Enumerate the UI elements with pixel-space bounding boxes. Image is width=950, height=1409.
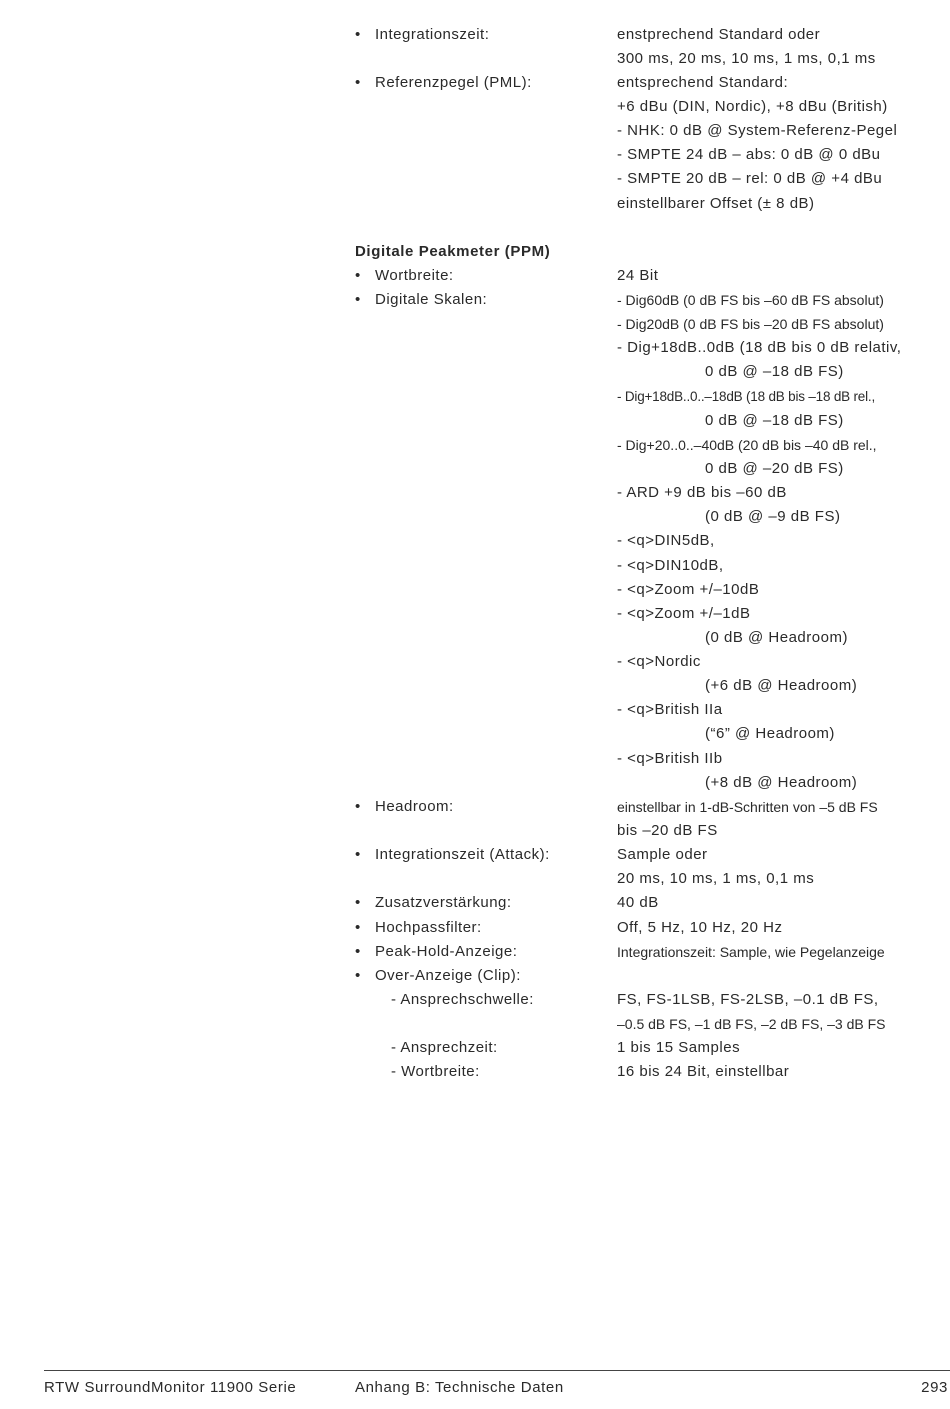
scale-item-note: (0 dB @ Headroom) bbox=[705, 629, 848, 646]
spec-value: –0.5 dB FS, –1 dB FS, –2 dB FS, –3 dB FS bbox=[617, 1016, 886, 1032]
spec-value: - SMPTE 20 dB – rel: 0 dB @ +4 dBu bbox=[617, 170, 883, 187]
scale-item: - <q>Nordic bbox=[617, 653, 701, 670]
scale-item-note: (0 dB @ –9 dB FS) bbox=[705, 508, 841, 525]
spec-label: Referenzpegel (PML): bbox=[375, 74, 532, 91]
scale-item: - <q>DIN5dB, bbox=[617, 532, 715, 549]
spec-label: Zusatzverstärkung: bbox=[375, 894, 512, 911]
spec-value: 40 dB bbox=[617, 894, 659, 911]
spec-value: +6 dBu (DIN, Nordic), +8 dBu (British) bbox=[617, 98, 888, 115]
spec-label: Wortbreite: bbox=[375, 267, 454, 284]
spec-value: FS, FS-1LSB, FS-2LSB, –0.1 dB FS, bbox=[617, 991, 879, 1008]
bullet: • bbox=[355, 267, 361, 284]
spec-sublabel: - Wortbreite: bbox=[391, 1063, 480, 1080]
scale-item: - Dig+18dB..0dB (18 dB bis 0 dB relativ, bbox=[617, 339, 902, 356]
spec-value: 16 bis 24 Bit, einstellbar bbox=[617, 1063, 790, 1080]
spec-value: enstprechend Standard oder bbox=[617, 26, 821, 43]
bullet: • bbox=[355, 26, 361, 43]
spec-value: Sample oder bbox=[617, 846, 708, 863]
page-number: 293 bbox=[921, 1379, 948, 1396]
spec-label: Over-Anzeige (Clip): bbox=[375, 967, 521, 984]
scale-item: - Dig+20..0..–40dB (20 dB bis –40 dB rel., bbox=[617, 437, 877, 453]
footer-divider bbox=[44, 1370, 950, 1371]
scale-item: - <q>DIN10dB, bbox=[617, 557, 724, 574]
scale-item: - Dig+18dB..0..–18dB (18 dB bis –18 dB rel., bbox=[617, 389, 875, 404]
spec-label: Hochpassfilter: bbox=[375, 919, 482, 936]
section-heading: Digitale Peakmeter (PPM) bbox=[355, 243, 551, 260]
scale-item: - <q>British IIa bbox=[617, 701, 723, 718]
spec-value: Integrationszeit: Sample, wie Pegelanzeige bbox=[617, 944, 885, 960]
spec-value: Off, 5 Hz, 10 Hz, 20 Hz bbox=[617, 919, 783, 936]
bullet: • bbox=[355, 894, 361, 911]
spec-value: 24 Bit bbox=[617, 267, 659, 284]
spec-sublabel: - Ansprechzeit: bbox=[391, 1039, 498, 1056]
scale-item: - <q>British IIb bbox=[617, 750, 723, 767]
scale-item-note: 0 dB @ –20 dB FS) bbox=[705, 460, 844, 477]
scale-item: - Dig60dB (0 dB FS bis –60 dB FS absolut) bbox=[617, 292, 884, 308]
spec-value: einstellbarer Offset (± 8 dB) bbox=[617, 195, 815, 212]
spec-label: Digitale Skalen: bbox=[375, 291, 488, 308]
scale-item-note: 0 dB @ –18 dB FS) bbox=[705, 412, 844, 429]
bullet: • bbox=[355, 846, 361, 863]
scale-item: - <q>Zoom +/–10dB bbox=[617, 581, 760, 598]
bullet: • bbox=[355, 967, 361, 984]
bullet: • bbox=[355, 74, 361, 91]
spec-value: einstellbar in 1-dB-Schritten von –5 dB FS bbox=[617, 799, 878, 815]
footer-chapter: Anhang B: Technische Daten bbox=[355, 1379, 564, 1396]
spec-label: Peak-Hold-Anzeige: bbox=[375, 943, 518, 960]
spec-label: Integrationszeit (Attack): bbox=[375, 846, 550, 863]
spec-value: bis –20 dB FS bbox=[617, 822, 718, 839]
spec-label: Headroom: bbox=[375, 798, 454, 815]
spec-value: - SMPTE 24 dB – abs: 0 dB @ 0 dBu bbox=[617, 146, 881, 163]
spec-value: entsprechend Standard: bbox=[617, 74, 789, 91]
spec-value: 20 ms, 10 ms, 1 ms, 0,1 ms bbox=[617, 870, 815, 887]
bullet: • bbox=[355, 919, 361, 936]
spec-sublabel: - Ansprechschwelle: bbox=[391, 991, 534, 1008]
spec-label: Integrationszeit: bbox=[375, 26, 490, 43]
scale-item-note: (“6” @ Headroom) bbox=[705, 725, 835, 742]
spec-value: - NHK: 0 dB @ System-Referenz-Pegel bbox=[617, 122, 898, 139]
scale-item-note: 0 dB @ –18 dB FS) bbox=[705, 363, 844, 380]
spec-value: 1 bis 15 Samples bbox=[617, 1039, 741, 1056]
footer-product: RTW SurroundMonitor 11900 Serie bbox=[44, 1379, 297, 1396]
scale-item: - Dig20dB (0 dB FS bis –20 dB FS absolut) bbox=[617, 316, 884, 332]
scale-item: - ARD +9 dB bis –60 dB bbox=[617, 484, 787, 501]
spec-value: 300 ms, 20 ms, 10 ms, 1 ms, 0,1 ms bbox=[617, 50, 876, 67]
scale-item: - <q>Zoom +/–1dB bbox=[617, 605, 751, 622]
bullet: • bbox=[355, 291, 361, 308]
bullet: • bbox=[355, 798, 361, 815]
scale-item-note: (+6 dB @ Headroom) bbox=[705, 677, 858, 694]
scale-item-note: (+8 dB @ Headroom) bbox=[705, 774, 858, 791]
bullet: • bbox=[355, 943, 361, 960]
